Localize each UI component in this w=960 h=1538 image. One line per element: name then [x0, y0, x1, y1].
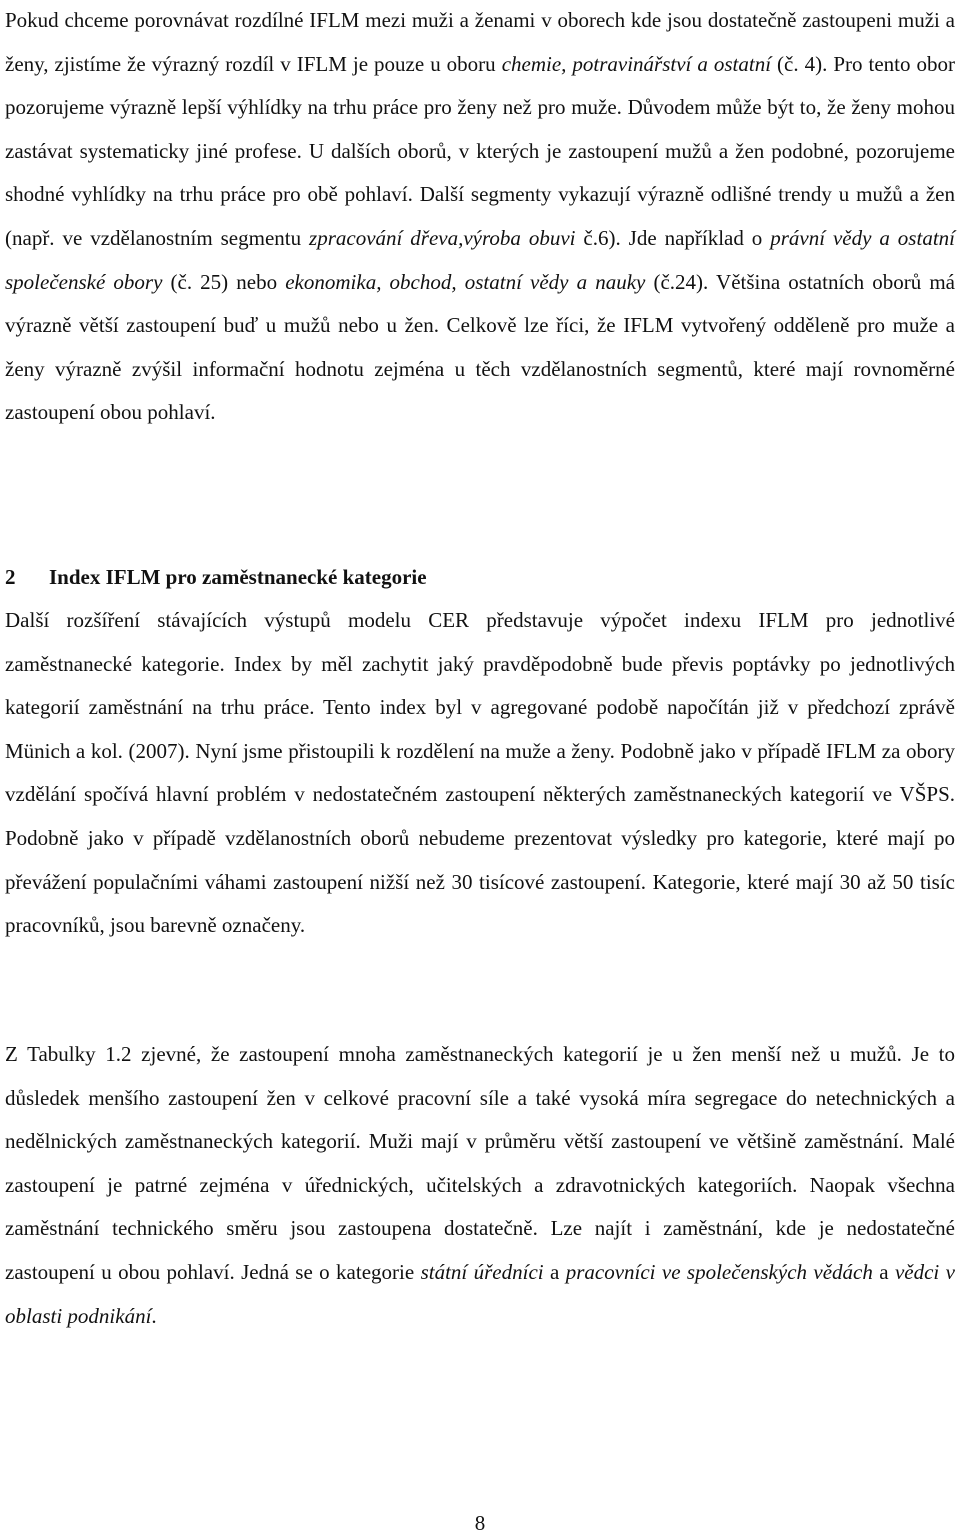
- p3-italic-social-sciences: pracovníci ve společenských vědách: [565, 1259, 873, 1284]
- paragraph-gender-comparison: [5, 0, 955, 435]
- paragraph-table-discussion: [5, 1033, 955, 1338]
- p1-text-4: (č. 25) nebo: [162, 269, 286, 294]
- p3-text-4: .: [151, 1303, 157, 1328]
- section-heading: [5, 556, 955, 600]
- p1-italic-field-law: právní vědy a ostatní společenské obory: [5, 225, 955, 294]
- p1-text-5: (č.24). Většina ostatních oborů má výrazně větší zastoupení buď u mužů nebo u žen. Celkově lze říci, že IFLM vytvořený odděleně pro muže a ženy výrazně zvýšil informační hodnotu zejména u těch vzdělanostních segmentů, které mají rovnoměrné zastoupení obou pohlaví.: [5, 269, 955, 425]
- p3-italic-civil-servants: státní úředníci: [420, 1259, 544, 1284]
- section-title: Index IFLM pro zaměstnanecké kategorie: [49, 565, 427, 589]
- p1-text-3: č.6). Jde například o: [575, 225, 771, 250]
- p3-text-1: Z Tabulky 1.2 zjevné, že zastoupení mnoha zaměstnaneckých kategorií je u žen menší než u mužů. Je to důsledek menšího zastoupení žen v celkové pracovní síle a také vysoká míra segregace do netechnických a nedělnických zaměstnaneckých kategorií. Muži mají v průměru větší zastoupení ve většině zaměstnání. Malé zastoupení je patrné zejména v úřednických, učitelských a zdravotnických kategoriích. Naopak všechna zaměstnání technického směru jsou zastoupena dostatečně. Lze najít i zaměstnání, kde je nedostatečné zastoupení u obou pohlaví. Jedná se o kategorie: [5, 1042, 955, 1284]
- p1-text-1: Pokud chceme porovnávat rozdílné IFLM mezi muži a ženami v oborech kde jsou dostatečně zastoupeni muži a ženy, zjistíme že výrazný rozdíl v IFLM je pouze u oboru: [5, 8, 955, 76]
- section-number: 2: [5, 565, 16, 589]
- paragraph-index-intro: Další rozšíření stávajících výstupů modelu CER představuje výpočet indexu IFLM pro jednotlivé zaměstnanecké kategorie. Index by měl zachytit jaký pravděpodobně bude převis poptávky po jednotlivých kategorií zaměstnání na trhu práce. Tento index byl v agregované podobě napočítán již v předchozí zprávě Münich a kol. (2007). Nyní jsme přistoupili k rozdělení na muže a ženy. Podobně jako v případě IFLM za obory vzdělání spočívá hlavní problém v nedostatečném zastoupení některých zaměstnaneckých kategorií ve VŠPS. Podobně jako v případě vzdělanostních oborů nebudeme prezentovat výsledky pro kategorie, které mají po převážení populačními váhami zastoupení nižší než 30 tisícové zastoupení. Kategorie, které mají 30 až 50 tisíc pracovníků, jsou barevně označeny.: [5, 608, 955, 938]
- p1-italic-field-chemistry: chemie, potravinářství a ostatní: [501, 51, 772, 76]
- p1-text-2: (č. 4). Pro tento obor pozorujeme výrazně lepší výhlídky na trhu práce pro ženy než pro muže. Důvodem může být to, že ženy mohou zastávat systematicky jiné profese. U dalších oborů, v kterých je zastoupení mužů a žen podobné, pozorujeme shodné vyhlídky na trhu práce pro obě pohlaví. Další segmenty vykazují výrazně odlišné trendy u mužů a žen (např. ve vzdělanostním segmentu: [5, 51, 955, 250]
- page-number: 8: [474, 1511, 486, 1535]
- p3-italic-business-scientists: vědci v oblasti podnikání: [5, 1259, 955, 1328]
- p3-text-2: a: [543, 1259, 566, 1284]
- p1-italic-field-economics: ekonomika, obchod, ostatní vědy a nauky: [285, 269, 646, 294]
- p1-italic-field-wood: zpracování dřeva,výroba obuvi: [309, 225, 576, 250]
- p3-text-3: a: [872, 1259, 895, 1284]
